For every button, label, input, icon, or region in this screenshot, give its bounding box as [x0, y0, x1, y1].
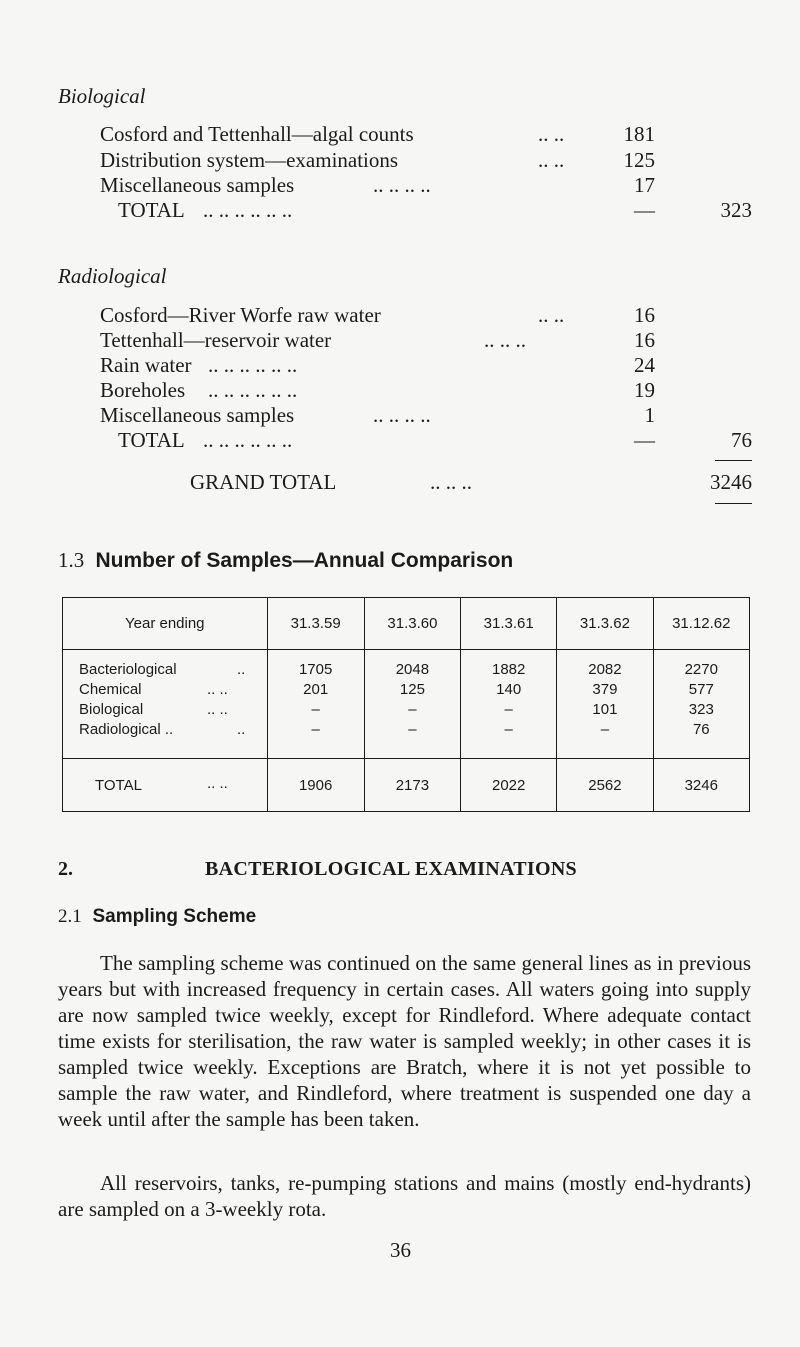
- section-title: Number of Samples—Annual Comparison: [95, 549, 514, 572]
- table-body-row: [63, 650, 750, 759]
- comparison-table: [62, 597, 750, 812]
- year-column: [557, 650, 653, 759]
- table-cell: 140: [496, 681, 522, 698]
- list-item-label: Distribution system—examinations: [100, 148, 399, 172]
- leader-dots: .. .. .. .. .. ..: [203, 428, 293, 452]
- leader-dots: .. ..: [207, 681, 228, 698]
- list-item-value: 16: [634, 303, 655, 327]
- row-label-line: [79, 700, 267, 720]
- table-cell: 1882: [491, 661, 526, 678]
- year-column: [653, 650, 749, 759]
- list-item-label: Cosford and Tettenhall—algal counts: [100, 122, 414, 146]
- row-label: Bacteriological: [79, 661, 177, 678]
- leader-dots: .. ..: [207, 701, 228, 718]
- year-column: [267, 650, 364, 759]
- leader-dots: .. ..: [207, 775, 228, 792]
- table-cell: –: [600, 721, 610, 738]
- table-cell: 101: [592, 701, 618, 718]
- table-cell: 2173: [364, 759, 460, 812]
- table-cell: 2270: [684, 661, 718, 678]
- leader-dots: ..: [237, 721, 246, 738]
- table-cell: 2048: [395, 661, 430, 678]
- section-title: Sampling Scheme: [92, 906, 257, 927]
- row-label-line: [79, 720, 267, 740]
- total-dash: —: [634, 198, 655, 222]
- leader-dots: .. .. .. ..: [373, 173, 431, 197]
- table-cell: 2082: [588, 661, 622, 678]
- row-label: TOTAL: [95, 776, 142, 794]
- list-item-value: 181: [623, 122, 655, 146]
- table-cell: 379: [592, 681, 618, 698]
- section-1-3-heading: [58, 548, 513, 573]
- leader-dots: .. .. .. .. .. ..: [203, 198, 293, 222]
- row-label-line: [79, 660, 267, 680]
- total-value: 76: [731, 428, 752, 452]
- page-number: 36: [390, 1238, 411, 1262]
- leader-dots: .. .. .. ..: [373, 403, 431, 427]
- list-item-label: Tettenhall—reservoir water: [100, 328, 332, 352]
- leader-dots: .. .. .. .. .. ..: [208, 353, 298, 377]
- table-cell: 1906: [267, 759, 364, 812]
- section-2-number: 2.: [58, 858, 73, 880]
- paragraph: All reservoirs, tanks, re-pumping stations and mains (mostly end-hydrants) are sampled on a 3-weekly rota.: [58, 1171, 751, 1221]
- table-cell: 2562: [557, 759, 653, 812]
- leader-dots: .. .. ..: [484, 328, 526, 352]
- leader-dots: .. .. .. .. .. ..: [208, 378, 298, 402]
- column-header: 31.3.62: [557, 598, 653, 650]
- row-labels: [63, 650, 268, 759]
- list-item-value: 1: [644, 403, 655, 427]
- row-label: Chemical: [79, 681, 142, 698]
- table-cell: –: [408, 701, 417, 718]
- table-cell: –: [504, 721, 513, 738]
- section-number: 2.1: [58, 906, 82, 927]
- list-item-value: 16: [634, 328, 655, 352]
- list-item-label: Rain water: [100, 353, 192, 377]
- table-cell: 323: [688, 701, 714, 718]
- table-cell: –: [408, 721, 417, 738]
- column-header: 31.3.61: [461, 598, 557, 650]
- row-label: Biological: [79, 701, 144, 718]
- table-cell: 125: [399, 681, 425, 698]
- table-cell: 577: [688, 681, 714, 698]
- grand-total-rule: [715, 503, 752, 504]
- list-item-value: 19: [634, 378, 655, 402]
- section-2-title: BACTERIOLOGICAL EXAMINATIONS: [205, 858, 577, 880]
- column-header: 31.12.62: [653, 598, 749, 650]
- table-cell: –: [311, 701, 320, 718]
- table-cell: 1705: [298, 661, 333, 678]
- total-dash: —: [634, 428, 655, 452]
- list-item-label: Miscellaneous samples: [100, 403, 295, 427]
- grand-total-value: 3246: [710, 470, 752, 494]
- table-cell: –: [504, 701, 513, 718]
- section-number: 1.3: [58, 548, 85, 572]
- leader-dots: .. ..: [538, 122, 565, 146]
- column-header: 31.3.60: [364, 598, 460, 650]
- paragraph: The sampling scheme was continued on the same general lines as in previous years but with increased frequency in certain cases. All waters going into supply are now sampled twice weekly, except for Rindleford. Where adequate contact time exists for sterilisation, the raw water is sampled weekly; in other cases it is sampled twice weekly. Exceptions are Bratch, where it is not yet possible to sample the raw water, and Rindleford, where treatment is suspended one day a week until after the sample has been taken.: [58, 951, 751, 1131]
- total-label: TOTAL: [118, 198, 185, 222]
- table-cell: –: [311, 721, 320, 738]
- list-item-value: 17: [634, 173, 655, 197]
- leader-dots: .. .. ..: [430, 470, 472, 494]
- table-cell: 201: [303, 681, 329, 698]
- list-item-label: Miscellaneous samples: [100, 173, 295, 197]
- total-rule: [715, 460, 752, 461]
- biological-heading: Biological: [58, 84, 146, 108]
- total-label: TOTAL: [118, 428, 185, 452]
- list-item-value: 125: [623, 148, 655, 172]
- list-item-label: Cosford—River Worfe raw water: [100, 303, 381, 327]
- section-2-1-heading: [58, 906, 256, 928]
- grand-total-label: GRAND TOTAL: [190, 470, 337, 494]
- table-header-row: [63, 598, 750, 650]
- year-column: [461, 650, 557, 759]
- leader-dots: .. ..: [538, 303, 565, 327]
- row-label-line: [79, 680, 267, 700]
- radiological-heading: Radiological: [58, 264, 167, 288]
- column-header: Year ending: [63, 598, 268, 650]
- total-value: 323: [720, 198, 752, 222]
- list-item-label: Boreholes: [100, 378, 186, 402]
- table-cell: 76: [692, 721, 710, 738]
- total-row-label: [63, 759, 268, 812]
- year-column: [364, 650, 460, 759]
- row-label: Radiological ..: [79, 721, 174, 738]
- table-total-row: [63, 759, 750, 812]
- leader-dots: .. ..: [538, 148, 565, 172]
- table-cell: 3246: [653, 759, 749, 812]
- table-cell: 2022: [461, 759, 557, 812]
- list-item-value: 24: [634, 353, 655, 377]
- leader-dots: ..: [237, 661, 246, 678]
- column-header: 31.3.59: [267, 598, 364, 650]
